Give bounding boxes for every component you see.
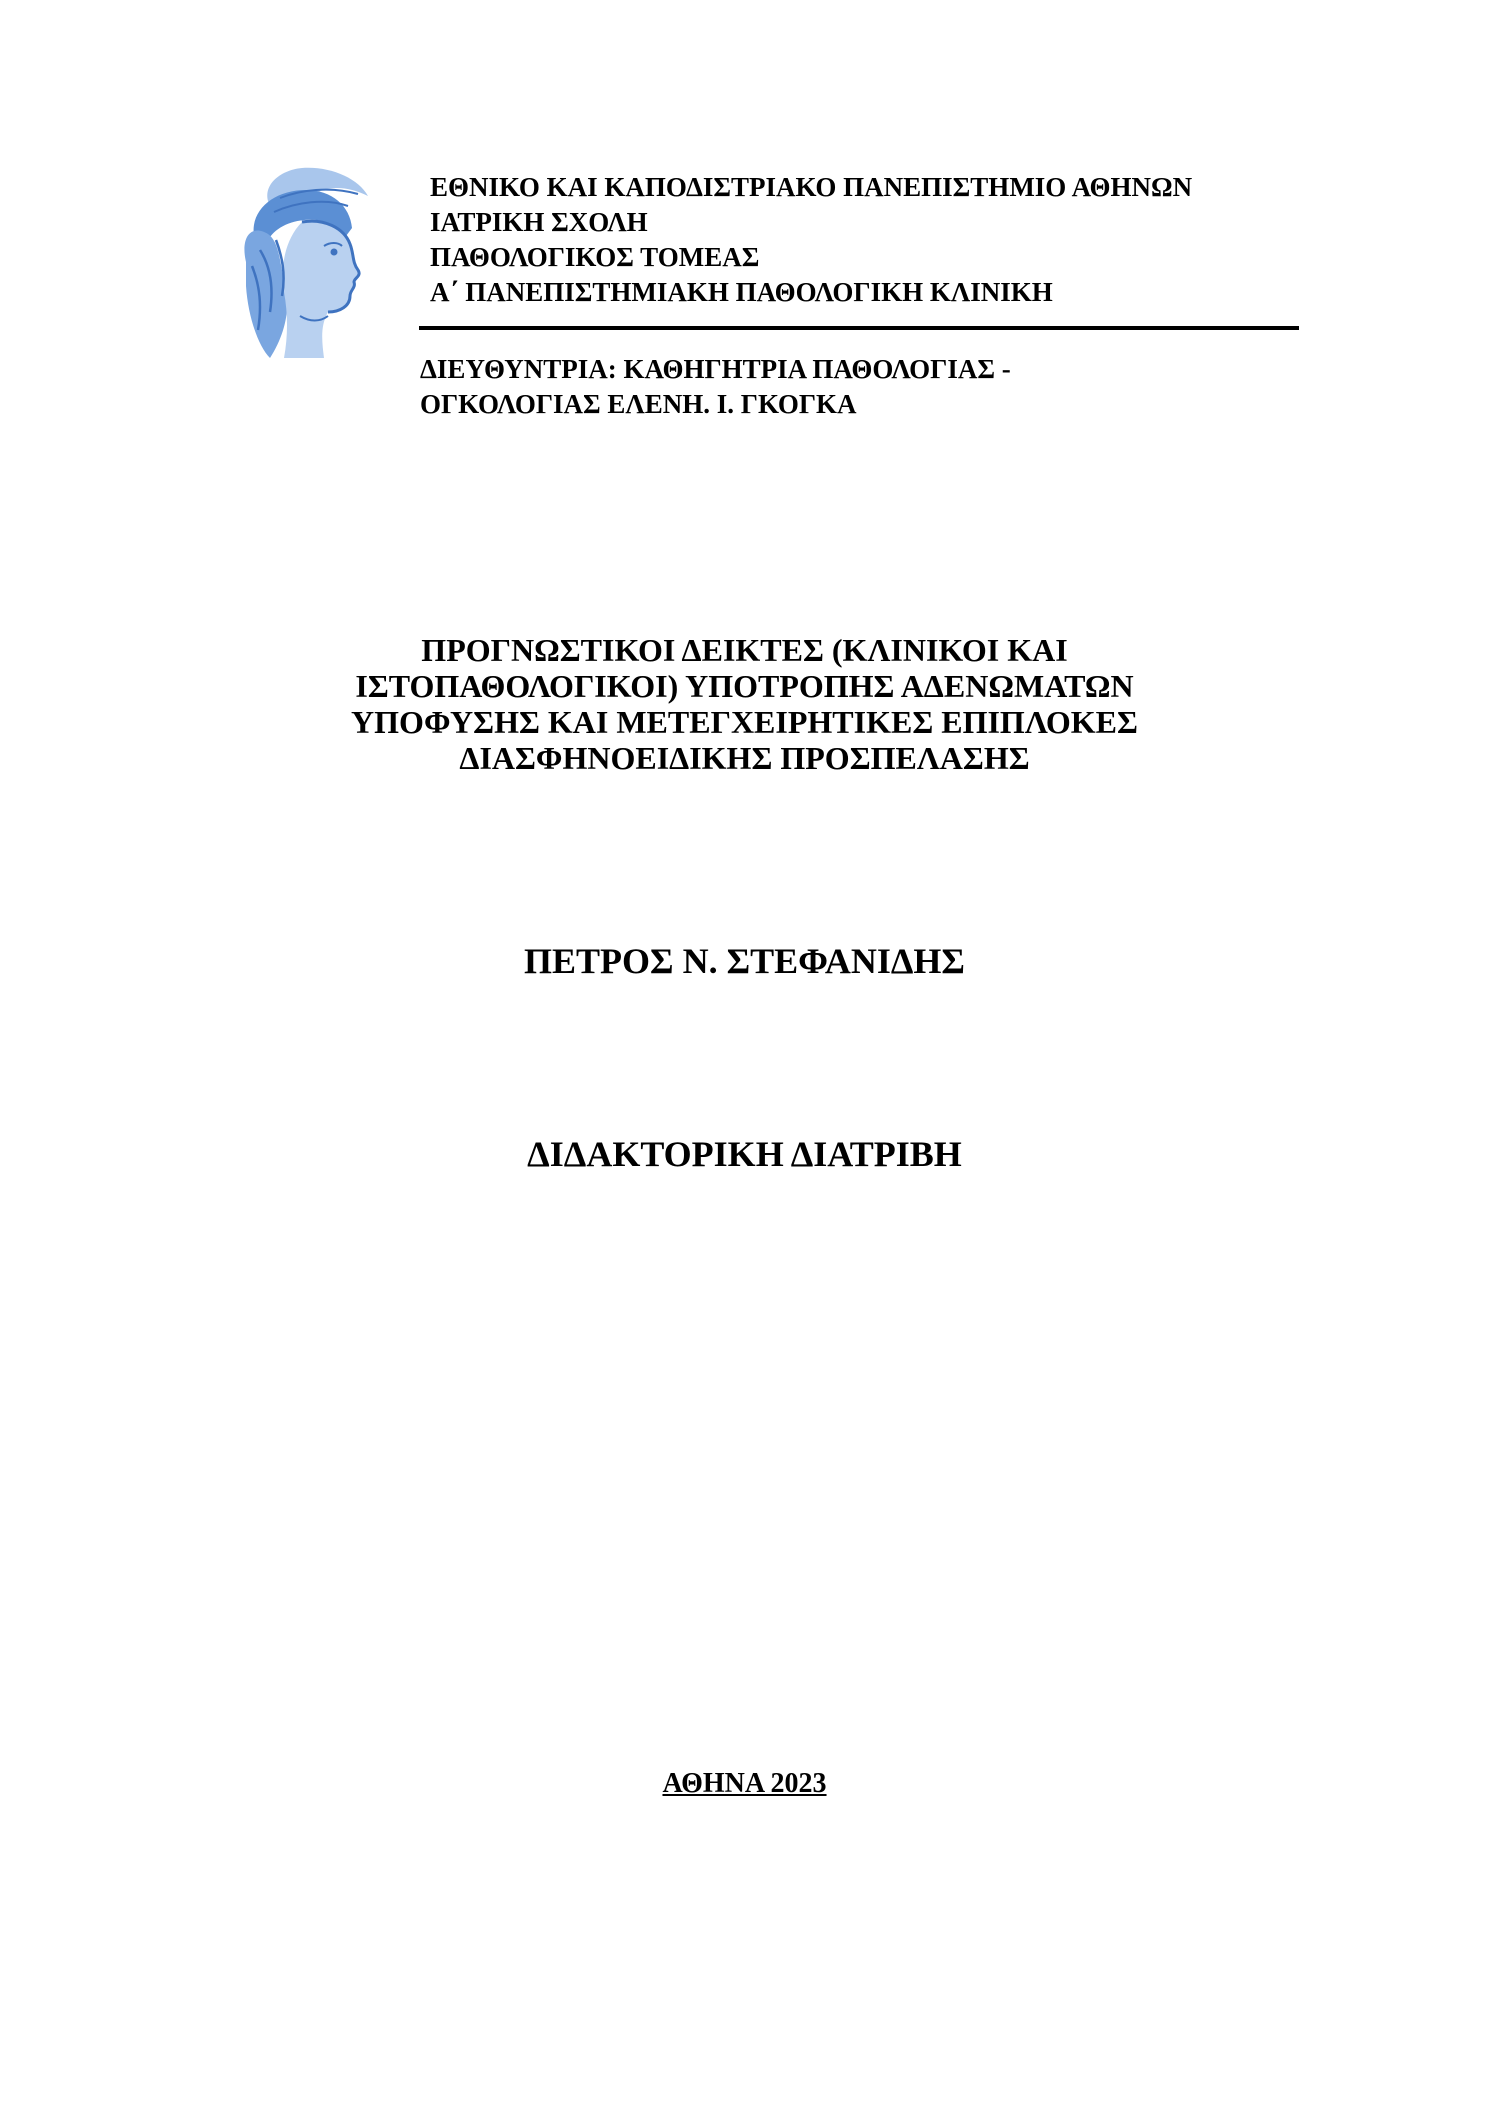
- director-block: [420, 352, 1011, 422]
- title-line: ΔΙΑΣΦΗΝΟΕΙΔΙΚΗΣ ΠΡΟΣΠΕΛΑΣΗΣ: [459, 740, 1030, 776]
- header-divider: [419, 326, 1299, 330]
- thesis-title: [0, 632, 1489, 776]
- institution-line: ΕΘΝΙΚΟ ΚΑΙ ΚΑΠΟΔΙΣΤΡΙΑΚΟ ΠΑΝΕΠΙΣΤΗΜΙΟ ΑΘΗΝΩΝ: [430, 172, 1193, 202]
- title-line: ΠΡΟΓΝΩΣΤΙΚΟΙ ΔΕΙΚΤΕΣ (ΚΛΙΝΙΚΟΙ ΚΑΙ: [421, 632, 1068, 668]
- institution-line: Α΄ ΠΑΝΕΠΙΣΤΗΜΙΑΚΗ ΠΑΘΟΛΟΓΙΚΗ ΚΛΙΝΙΚΗ: [430, 277, 1053, 307]
- director-line: ΔΙΕΥΘΥΝΤΡΙΑ: ΚΑΘΗΓΗΤΡΙΑ ΠΑΘΟΛΟΓΙΑΣ -: [420, 354, 1011, 384]
- document-type: ΔΙΔΑΚΤΟΡΙΚΗ ΔΙΑΤΡΙΒΗ: [527, 1134, 962, 1174]
- author-name: ΠΕΤΡΟΣ Ν. ΣΤΕΦΑΝΙΔΗΣ: [524, 941, 965, 981]
- place-year: ΑΘΗΝΑ 2023: [662, 1768, 827, 1799]
- title-line: ΙΣΤΟΠΑΘΟΛΟΓΙΚΟΙ) ΥΠΟΤΡΟΠΗΣ ΑΔΕΝΩΜΑΤΩΝ: [355, 668, 1134, 704]
- institution-line: ΙΑΤΡΙΚΗ ΣΧΟΛΗ: [430, 207, 648, 237]
- title-line: ΥΠΟΦΥΣΗΣ ΚΑΙ ΜΕΤΕΓΧΕΙΡΗΤΙΚΕΣ ΕΠΙΠΛΟΚΕΣ: [351, 704, 1138, 740]
- institution-line: ΠΑΘΟΛΟΓΙΚΟΣ ΤΟΜΕΑΣ: [430, 242, 760, 272]
- athena-head-icon: [240, 166, 370, 362]
- director-line: ΟΓΚΟΛΟΓΙΑΣ ΕΛΕΝΗ. Ι. ΓΚΟΓΚΑ: [420, 389, 857, 419]
- institution-block: [430, 170, 1192, 310]
